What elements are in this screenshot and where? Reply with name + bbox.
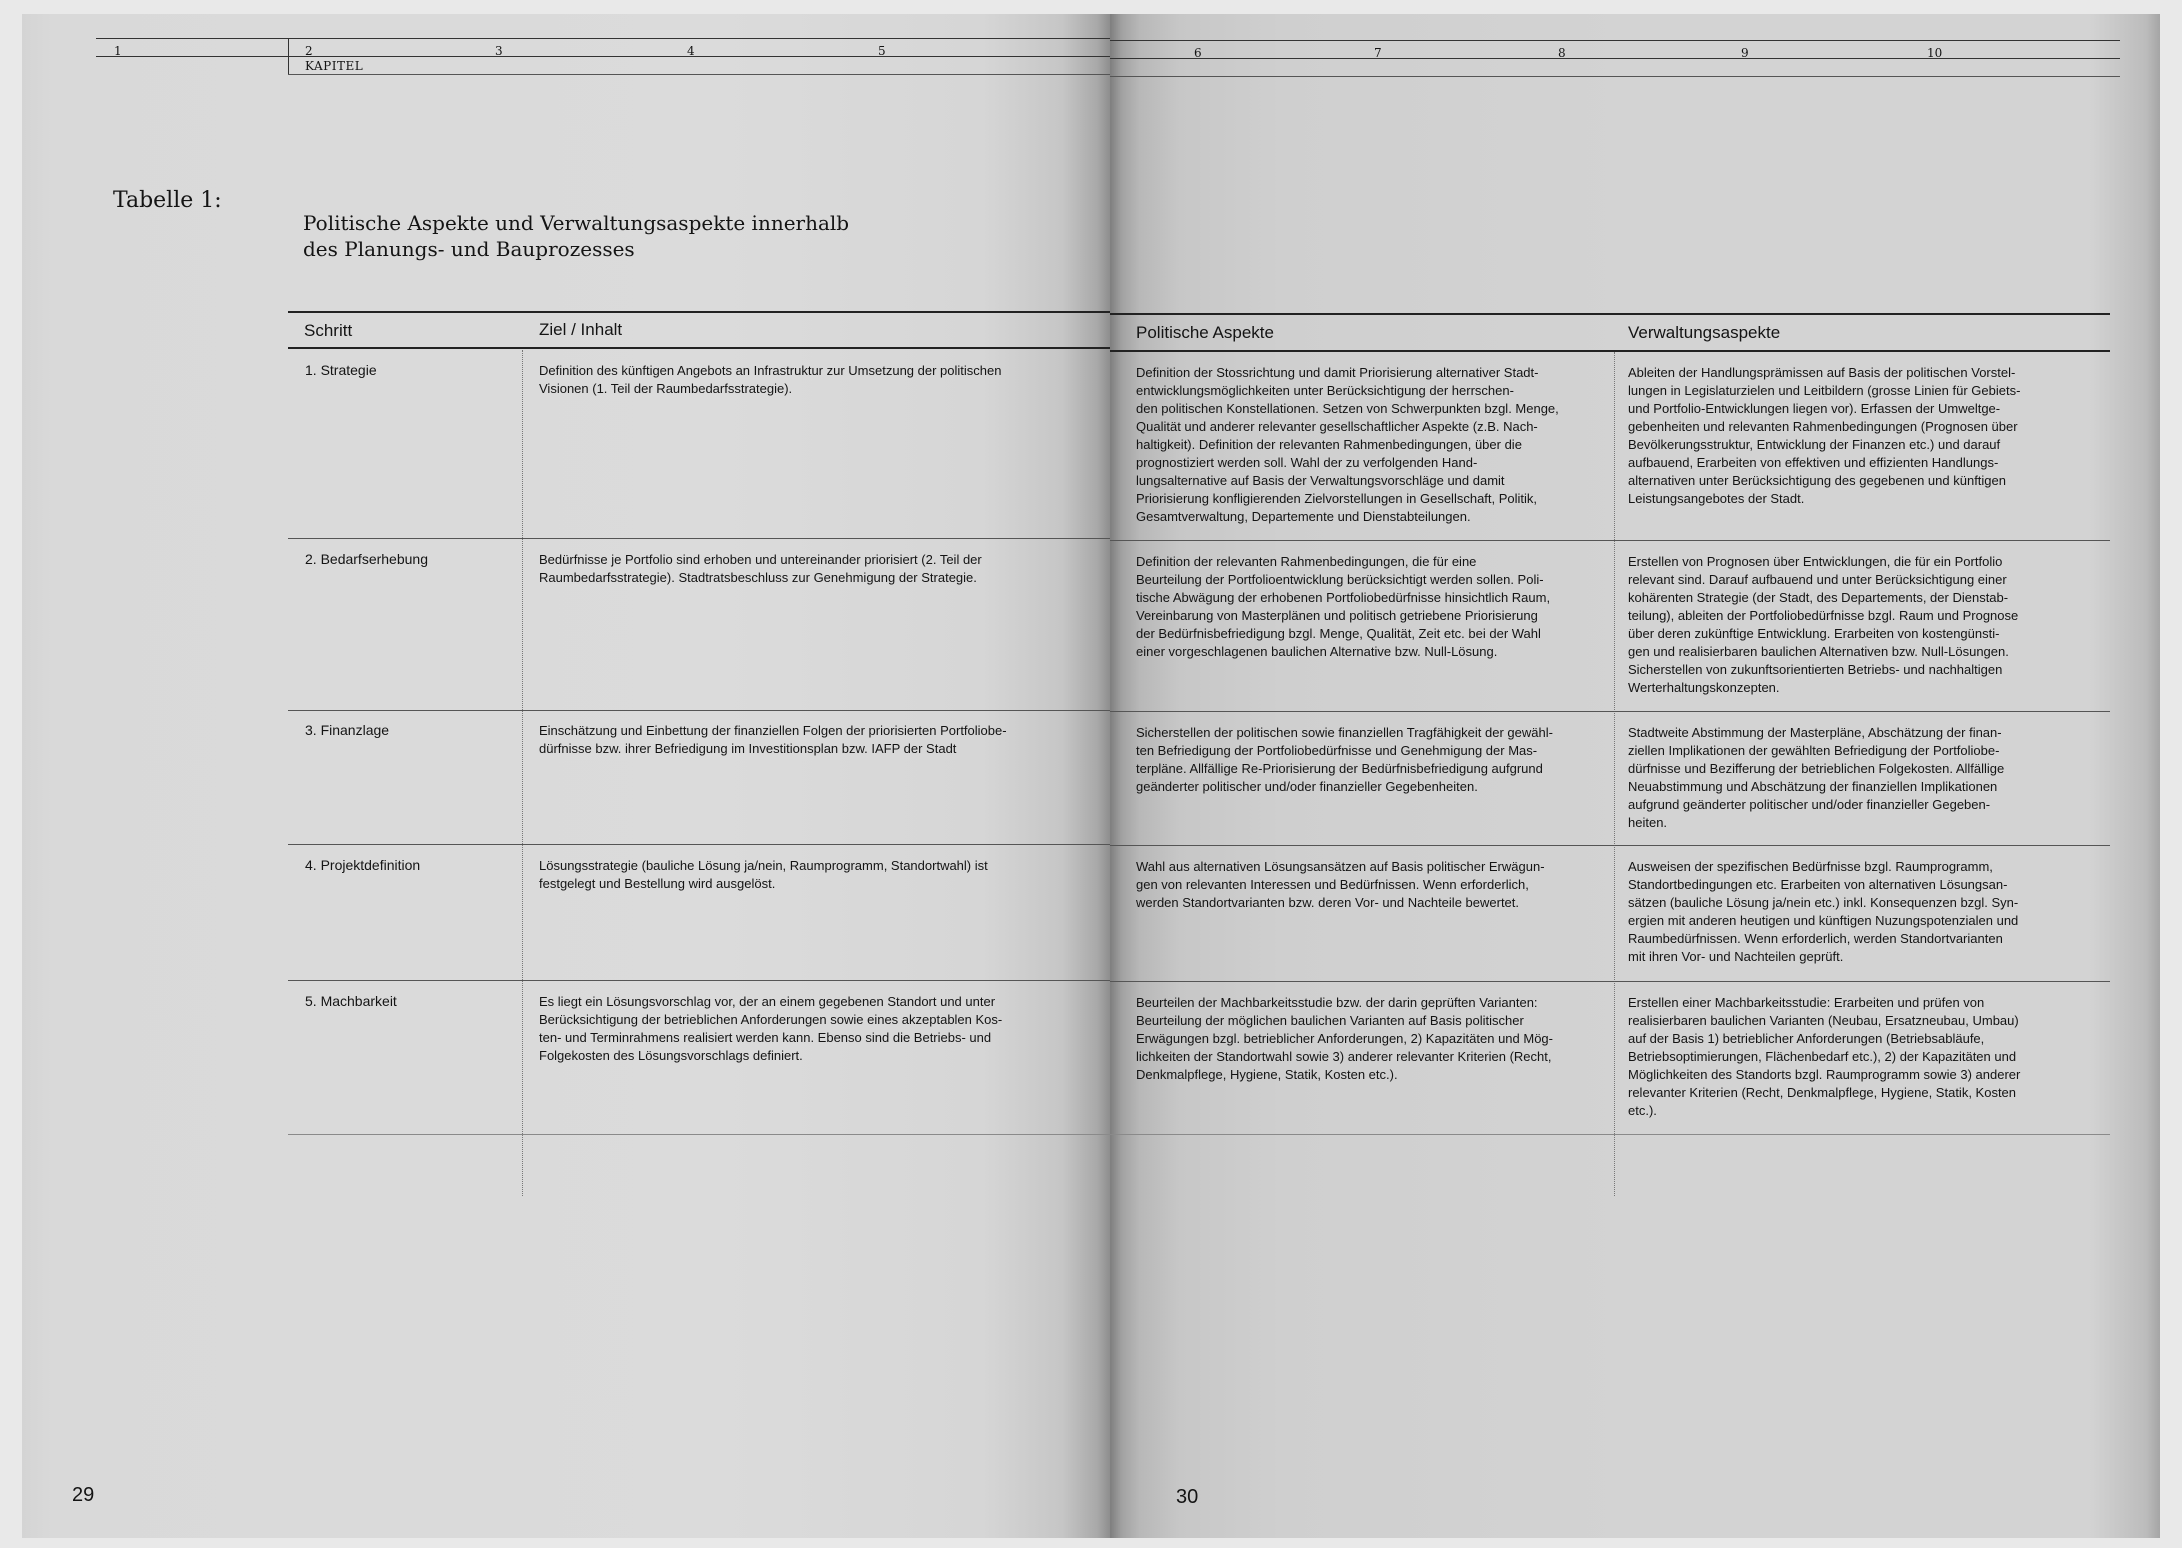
table-top-rule	[288, 311, 1110, 313]
step-label: 4. Projektdefinition	[305, 857, 421, 873]
text-line: Neuabstimmung und Abschätzung der finanziellen Implikationen	[1628, 779, 1998, 794]
table-header-rule	[1110, 350, 2110, 352]
table-title-line-2: des Planungs- und Bauprozesses	[303, 237, 635, 261]
row-separator-3	[1110, 845, 2110, 846]
text-line: ziellen Implikationen der gewählten Befriedigung der Portfoliobe-	[1628, 743, 2000, 758]
text-line: Erwägungen bzgl. betrieblicher Anforderungen, 2) Kapazitäten und Mög-	[1136, 1031, 1553, 1046]
column-number-4: 4	[687, 44, 695, 58]
text-line: Bevölkerungsstruktur, Entwicklung der Finanzen etc.) und darauf	[1628, 437, 2001, 452]
text-line: der Bedürfnisbefriedigung bzgl. Menge, Qualität, Zeit etc. bei der Wahl	[1136, 626, 1541, 641]
header-rule-top	[1110, 40, 2120, 41]
administrative-aspects-text	[1628, 364, 2108, 508]
table-title-line-1: Politische Aspekte und Verwaltungsaspekte innerhalb	[303, 211, 850, 235]
text-line: aufbauend, Erarbeiten von effektiven und effizienten Handlungs-	[1628, 455, 1999, 470]
text-line: Folgekosten des Lösungsvorschlags definiert.	[539, 1048, 803, 1063]
table-bottom-rule	[288, 1134, 1110, 1135]
column-number-8: 8	[1558, 46, 1566, 60]
text-line: relevanter Kriterien (Recht, Denkmalpflege, Hygiene, Statik, Kosten	[1628, 1085, 2017, 1100]
row-separator-1	[1110, 540, 2110, 541]
text-line: ten- und Terminrahmens realisiert werden kann. Ebenso sind die Betriebs- und	[539, 1030, 992, 1045]
header-rule-bottom	[1110, 76, 2120, 77]
table-bottom-rule	[1110, 1134, 2110, 1135]
text-line: dürfnisse und Bezifferung der betrieblichen Folgekosten. Allfällige	[1628, 761, 2005, 776]
political-aspects-text	[1136, 364, 1606, 526]
text-line: Einschätzung und Einbettung der finanziellen Folgen der priorisierten Portfoliobe-	[539, 723, 1007, 738]
row-separator-4	[1110, 981, 2110, 982]
administrative-aspects-text	[1628, 858, 2108, 966]
text-line: Es liegt ein Lösungsvorschlag vor, der an einem gegebenen Standort und unter	[539, 994, 996, 1009]
column-header-ziel: Ziel / Inhalt	[539, 320, 623, 339]
text-line: Sicherstellen der politischen sowie finanziellen Tragfähigkeit der gewähl-	[1136, 725, 1553, 740]
header-divider	[288, 38, 289, 74]
administrative-aspects-text	[1628, 724, 2108, 832]
text-line: Sicherstellen von zukunftsorientierten Betriebs- und nachhaltigen	[1628, 662, 2003, 677]
text-line: Priorisierung konfligierenden Zielvorstellungen in Gesellschaft, Politik,	[1136, 491, 1538, 506]
step-label: 3. Finanzlage	[305, 722, 390, 738]
table-title	[303, 210, 903, 262]
text-line: etc.).	[1628, 1103, 1657, 1118]
text-line: Beurteilung der möglichen baulichen Varianten auf Basis politischer	[1136, 1013, 1524, 1028]
column-separator	[522, 350, 523, 1196]
row-separator-2	[1110, 711, 2110, 712]
goal-text	[539, 993, 1002, 1065]
table-header-rule	[288, 347, 1110, 349]
text-line: gen und realisierbaren baulichen Alternativen bzw. Null-Lösungen.	[1628, 644, 2009, 659]
step-label: 1. Strategie	[305, 362, 377, 378]
political-aspects-text	[1136, 553, 1606, 661]
text-line: auf der Basis 1) betrieblicher Anforderungen (Betriebsabläufe,	[1628, 1031, 1985, 1046]
text-line: Ableiten der Handlungsprämissen auf Basis der politischen Vorstel-	[1628, 365, 2016, 380]
text-line: und Portfolio-Entwicklungen liegen vor). Erfassen der Umweltge-	[1628, 401, 2001, 416]
row-separator-3	[288, 844, 1110, 845]
right-page	[1110, 14, 2160, 1538]
text-line: aufgrund geänderter politischer und/oder finanzieller Gegeben-	[1628, 797, 1991, 812]
chapter-label: KAPITEL	[305, 59, 364, 73]
text-line: Qualität und anderer relevanter gesellschaftlicher Aspekte (z.B. Nach-	[1136, 419, 1538, 434]
step-label: 5. Machbarkeit	[305, 993, 397, 1009]
text-line: alternativen unter Berücksichtigung des gegebenen und künftigen	[1628, 473, 2006, 488]
text-line: über deren zukünftige Entwicklung. Erarbeiten von kostengünsti-	[1628, 626, 2000, 641]
text-line: Wahl aus alternativen Lösungsansätzen auf Basis politischer Erwägun-	[1136, 859, 1545, 874]
goal-text	[539, 362, 1001, 398]
text-line: prognostiziert werden soll. Wahl der zu verfolgenden Hand-	[1136, 455, 1478, 470]
text-line: Werterhaltungskonzepten.	[1628, 680, 1780, 695]
header-rule-bottom	[288, 74, 1110, 75]
text-line: dürfnisse bzw. ihrer Befriedigung im Investitionsplan bzw. IAFP der Stadt	[539, 741, 957, 756]
text-line: Definition des künftigen Angebots an Infrastruktur zur Umsetzung der politischen	[539, 363, 1002, 378]
header-rule-mid	[96, 56, 1110, 57]
column-number-1: 1	[114, 44, 122, 58]
text-line: Definition der relevanten Rahmenbedingungen, die für eine	[1136, 554, 1477, 569]
text-line: Standortbedingungen etc. Erarbeiten von alternativen Lösungsan-	[1628, 877, 2008, 892]
row-separator-2	[288, 710, 1110, 711]
column-number-10: 10	[1927, 46, 1943, 60]
text-line: sätzen (bauliche Lösung ja/nein etc.) inkl. Konsequenzen bzgl. Syn-	[1628, 895, 2019, 910]
text-line: mit ihren Vor- und Nachteilen geprüft.	[1628, 949, 1844, 964]
text-line: Lösungsstrategie (bauliche Lösung ja/nein, Raumprogramm, Standortwahl) ist	[539, 858, 988, 873]
administrative-aspects-text	[1628, 553, 2108, 697]
column-number-2: 2	[305, 44, 313, 58]
goal-text	[539, 551, 982, 587]
text-line: entwicklungsmöglichkeiten unter Berücksichtigung der herrschen-	[1136, 383, 1514, 398]
text-line: teilung), ableiten der Portfoliobedürfnisse bzgl. Raum und Prognose	[1628, 608, 2019, 623]
step-label: 2. Bedarfserhebung	[305, 551, 428, 567]
text-line: Visionen (1. Teil der Raumbedarfsstrategie).	[539, 381, 793, 396]
text-line: Betriebsoptimierungen, Flächenbedarf etc.), 2) der Kapazitäten und	[1628, 1049, 2017, 1064]
text-line: Denkmalpflege, Hygiene, Statik, Kosten etc.).	[1136, 1067, 1398, 1082]
text-line: Bedürfnisse je Portfolio sind erhoben und untereinander priorisiert (2. Teil der	[539, 552, 982, 567]
political-aspects-text	[1136, 724, 1606, 796]
text-line: Möglichkeiten des Standorts bzgl. Raumprogramm sowie 3) anderer	[1628, 1067, 2021, 1082]
text-line: Raumbedürfnissen. Wenn erforderlich, werden Standortvarianten	[1628, 931, 2003, 946]
header-rule-mid	[1110, 58, 2120, 59]
book-spread	[22, 14, 2160, 1538]
text-line: geänderter politischer und/oder finanzieller Gegebenheiten.	[1136, 779, 1478, 794]
text-line: einer vorgeschlagenen baulichen Alternative bzw. Null-Lösung.	[1136, 644, 1498, 659]
text-line: Berücksichtigung der betrieblichen Anforderungen sowie eines akzeptablen Kos-	[539, 1012, 1003, 1027]
text-line: Beurteilung der Portfolioentwicklung berücksichtigt werden sollen. Poli-	[1136, 572, 1544, 587]
text-line: werden Standortvarianten bzw. deren Vor- und Nachteile bewertet.	[1136, 895, 1520, 910]
text-line: festgelegt und Bestellung wird ausgelöst.	[539, 876, 776, 891]
text-line: Definition der Stossrichtung und damit Priorisierung alternativer Stadt-	[1136, 365, 1539, 380]
administrative-aspects-text	[1628, 994, 2108, 1120]
text-line: haltigkeit). Definition der relevanten Rahmenbedingungen, über die	[1136, 437, 1522, 452]
text-line: Leistungsangebotes der Stadt.	[1628, 491, 1805, 506]
column-number-9: 9	[1741, 46, 1749, 60]
text-line: kohärenten Strategie (der Stadt, des Departements, der Dienstab-	[1628, 590, 2009, 605]
text-line: relevant sind. Darauf aufbauend und unter Berücksichtigung einer	[1628, 572, 2007, 587]
column-number-6: 6	[1194, 46, 1202, 60]
text-line: terpläne. Allfällige Re-Priorisierung der Bedürfnisbefriedigung aufgrund	[1136, 761, 1543, 776]
text-line: lichkeiten der Standortwahl sowie 3) anderer relevanter Kriterien (Recht,	[1136, 1049, 1552, 1064]
text-line: heiten.	[1628, 815, 1668, 830]
text-line: Erstellen von Prognosen über Entwicklungen, die für ein Portfolio	[1628, 554, 2003, 569]
column-header-verwaltung: Verwaltungsaspekte	[1628, 323, 1781, 342]
left-page	[22, 14, 1110, 1538]
text-line: lungen in Legislaturzielen und Leitbildern (grosse Linien für Gebiets-	[1628, 383, 2021, 398]
text-line: Erstellen einer Machbarkeitsstudie: Erarbeiten und prüfen von	[1628, 995, 1985, 1010]
page-number-left: 29	[72, 1484, 95, 1506]
goal-text	[539, 857, 988, 893]
column-number-7: 7	[1374, 46, 1382, 60]
text-line: den politischen Konstellationen. Setzen von Schwerpunkten bzgl. Menge,	[1136, 401, 1559, 416]
column-header-schritt: Schritt	[304, 321, 353, 340]
text-line: realisierbaren baulichen Varianten (Neubau, Ersatzneubau, Umbau)	[1628, 1013, 2019, 1028]
column-header-politisch: Politische Aspekte	[1136, 323, 1274, 342]
text-line: Gesamtverwaltung, Departemente und Dienstabteilungen.	[1136, 509, 1471, 524]
text-line: Stadtweite Abstimmung der Masterpläne, Abschätzung der finan-	[1628, 725, 2002, 740]
table-label: Tabelle 1:	[113, 188, 222, 213]
row-separator-4	[288, 980, 1110, 981]
text-line: ten Befriedigung der Portfoliobedürfnisse und Genehmigung der Mas-	[1136, 743, 1538, 758]
text-line: gebenheiten und relevanten Rahmenbedingungen (Prognosen über	[1628, 419, 2018, 434]
row-separator-1	[288, 538, 1110, 539]
political-aspects-text	[1136, 994, 1606, 1084]
table-top-rule	[1110, 313, 2110, 315]
text-line: Beurteilen der Machbarkeitsstudie bzw. der darin geprüften Varianten:	[1136, 995, 1538, 1010]
column-number-5: 5	[878, 44, 886, 58]
goal-text	[539, 722, 1007, 758]
text-line: ergien mit anderen heutigen und künftigen Nuzungspotenzialen und	[1628, 913, 2019, 928]
column-separator	[1614, 352, 1615, 1196]
header-rule-top	[96, 38, 1110, 39]
text-line: Raumbedarfsstrategie). Stadtratsbeschluss zur Genehmigung der Strategie.	[539, 570, 977, 585]
text-line: gen von relevanten Interessen und Bedürfnissen. Wenn erforderlich,	[1136, 877, 1529, 892]
text-line: Vereinbarung von Masterplänen und politisch getriebene Priorisierung	[1136, 608, 1538, 623]
page-number-right: 30	[1176, 1486, 1199, 1508]
political-aspects-text	[1136, 858, 1606, 912]
text-line: tische Abwägung der erhobenen Portfoliobedürfnisse hinsichtlich Raum,	[1136, 590, 1551, 605]
column-number-3: 3	[495, 44, 503, 58]
text-line: Ausweisen der spezifischen Bedürfnisse bzgl. Raumprogramm,	[1628, 859, 1993, 874]
text-line: lungsalternative auf Basis der Verwaltungsvorschläge und damit	[1136, 473, 1505, 488]
